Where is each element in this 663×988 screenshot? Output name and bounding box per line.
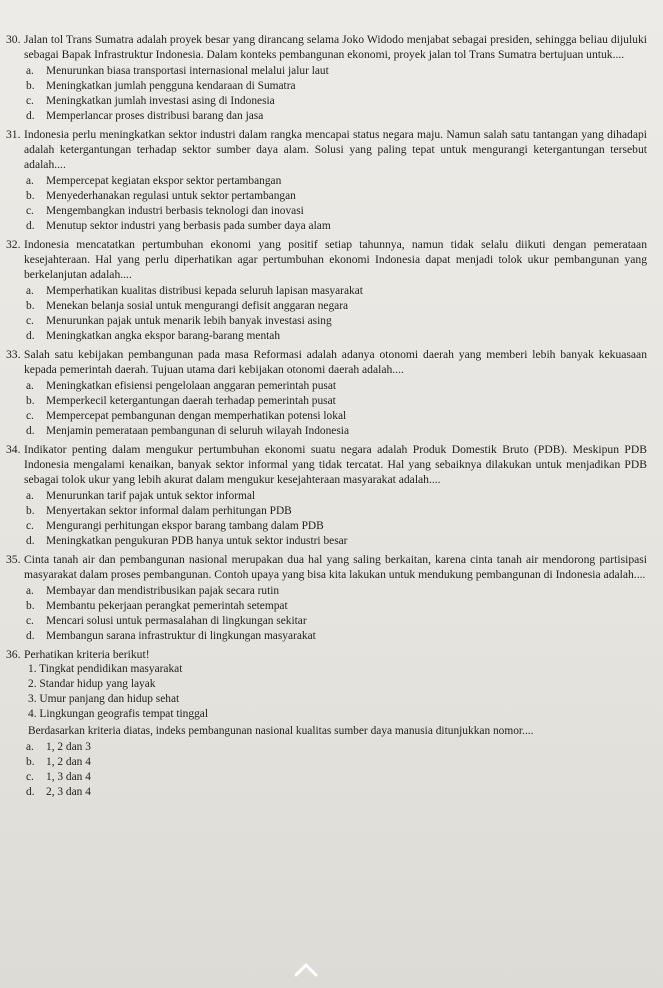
chevron-up-icon[interactable]	[294, 963, 318, 977]
option-b[interactable]: b. 1, 2 dan 4	[26, 756, 91, 768]
option-b[interactable]: b. Menekan belanja sosial untuk mengurangi defisit anggaran negara	[26, 300, 349, 312]
question-text: Indikator penting dalam mengukur pertumbuhan ekonomi suatu negara adalah Produk Domestik Bruto (PDB). Meskipun PDB Indonesia mengalami kenaikan, banyak sektor informal yang tidak tercatat. Hal yang sebaiknya dilakukan untuk menjadikan PDB sebagai tolok ukur yang lebih akurat dalam mengukur kesejahteraan masyarakat adalah....	[24, 443, 647, 486]
question-34	[6, 442, 647, 549]
option-d[interactable]: d. Meningkatkan pengukuran PDB hanya untuk sektor industri besar	[26, 535, 348, 547]
options-list	[6, 64, 647, 124]
option-b[interactable]: b. Menyertakan sektor informal dalam perhitungan PDB	[26, 505, 292, 517]
options-list	[6, 379, 647, 439]
options-list	[6, 174, 647, 234]
option-c[interactable]: c. Mencari solusi untuk permasalahan di lingkungan sekitar	[26, 615, 307, 627]
question-number: 34.	[6, 443, 21, 456]
question-33	[6, 347, 647, 439]
question-number: 31.	[6, 128, 21, 141]
option-b[interactable]: b. Membantu pekerjaan perangkat pemerintah setempat	[26, 600, 288, 612]
criteria-item: 2. Standar hidup yang layak	[28, 678, 156, 690]
option-d[interactable]: d. Menutup sektor industri yang berbasis pada sumber daya alam	[26, 220, 331, 232]
option-a[interactable]: a. Mempercepat kegiatan ekspor sektor pertambangan	[26, 175, 282, 187]
option-c[interactable]: c. Mengurangi perhitungan ekspor barang tambang dalam PDB	[26, 520, 324, 532]
question-text: Perhatikan kriteria berikut!	[24, 648, 150, 661]
question-number: 30.	[6, 33, 21, 46]
option-d[interactable]: d. 2, 3 dan 4	[26, 786, 91, 798]
option-a[interactable]: a. Menurunkan biasa transportasi internasional melalui jalur laut	[26, 65, 329, 77]
question-number: 36.	[6, 648, 21, 661]
option-a[interactable]: a. Meningkatkan efisiensi pengelolaan anggaran pemerintah pusat	[26, 380, 337, 392]
option-c[interactable]: c. Mengembangkan industri berbasis teknologi dan inovasi	[26, 205, 304, 217]
criteria-item: 3. Umur panjang dan hidup sehat	[28, 693, 180, 705]
question-number: 32.	[6, 238, 21, 251]
question-30	[6, 32, 647, 124]
question-lead: Berdasarkan kriteria diatas, indeks pembangunan nasional kualitas sumber daya manusia ditunjukkan nomor....	[28, 725, 534, 737]
options-list	[6, 284, 647, 344]
option-a[interactable]: a. 1, 2 dan 3	[26, 741, 91, 753]
question-35	[6, 552, 647, 644]
option-d[interactable]: d. Menjamin pemerataan pembangunan di seluruh wilayah Indonesia	[26, 425, 350, 437]
option-c[interactable]: c. 1, 3 dan 4	[26, 771, 91, 783]
option-d[interactable]: d. Membangun sarana infrastruktur di lingkungan masyarakat	[26, 630, 316, 642]
option-a[interactable]: a. Membayar dan mendistribusikan pajak secara rutin	[26, 585, 280, 597]
question-31	[6, 127, 647, 234]
option-d[interactable]: d. Memperlancar proses distribusi barang dan jasa	[26, 110, 264, 122]
options-list	[6, 740, 647, 800]
option-c[interactable]: c. Meningkatkan jumlah investasi asing di Indonesia	[26, 95, 275, 107]
option-c[interactable]: c. Mempercepat pembangunan dengan memperhatikan potensi lokal	[26, 410, 347, 422]
criteria-list	[6, 662, 647, 722]
options-list	[6, 584, 647, 644]
question-32	[6, 237, 647, 344]
option-a[interactable]: a. Memperhatikan kualitas distribusi kepada seluruh lapisan masyarakat	[26, 285, 363, 297]
question-text: Cinta tanah air dan pembangunan nasional merupakan dua hal yang saling berkaitan, karena cinta tanah air mendorong partisipasi masyarakat dalam proses pembangunan. Contoh upaya yang bisa kita lakukan untuk mendukung pembangunan di Indonesia adalah....	[24, 553, 647, 581]
question-number: 35.	[6, 553, 21, 566]
options-list	[6, 489, 647, 549]
criteria-item: 4. Lingkungan geografis tempat tinggal	[28, 708, 208, 720]
option-c[interactable]: c. Menurunkan pajak untuk menarik lebih banyak investasi asing	[26, 315, 332, 327]
option-b[interactable]: b. Memperkecil ketergantungan daerah terhadap pemerintah pusat	[26, 395, 336, 407]
option-a[interactable]: a. Menurunkan tarif pajak untuk sektor informal	[26, 490, 256, 502]
criteria-item: 1. Tingkat pendidikan masyarakat	[28, 663, 183, 675]
question-number: 33.	[6, 348, 21, 361]
option-b[interactable]: b. Meningkatkan jumlah pengguna kendaraan di Sumatra	[26, 80, 296, 92]
question-text: Salah satu kebijakan pembangunan pada masa Reformasi adalah adanya otonomi daerah yang memberi lebih banyak kekuasaan kepada pemerintah daerah. Tujuan utama dari kebijakan otonomi daerah adalah....	[24, 348, 647, 376]
question-36	[6, 647, 647, 800]
question-text: Indonesia mencatatkan pertumbuhan ekonomi yang positif setiap tahunnya, namun tidak selalu diikuti dengan pemerataan kesejahteraan. Hal yang perlu diperhatikan agar pertumbuhan ekonomi Indonesia dapat menjadi tolok ukur pembangunan yang berkelanjutan adalah....	[24, 238, 647, 281]
question-text: Jalan tol Trans Sumatra adalah proyek besar yang dirancang selama Joko Widodo menjabat sebagai presiden, sehingga beliau dijuluki sebagai Bapak Infrastruktur Indonesia. Dalam konteks pembangunan ekonomi, proyek jalan tol Trans Sumatra bertujuan untuk....	[24, 33, 647, 61]
question-text: Indonesia perlu meningkatkan sektor industri dalam rangka mencapai status negara maju. Namun salah satu tantangan yang dihadapi adalah ketergantungan terhadap sektor sumber daya alam. Solusi yang paling tepat untuk mengurangi ketergantungan tersebut adalah....	[24, 128, 647, 171]
option-b[interactable]: b. Menyederhanakan regulasi untuk sektor pertambangan	[26, 190, 296, 202]
option-d[interactable]: d. Meningkatkan angka ekspor barang-barang mentah	[26, 330, 281, 342]
